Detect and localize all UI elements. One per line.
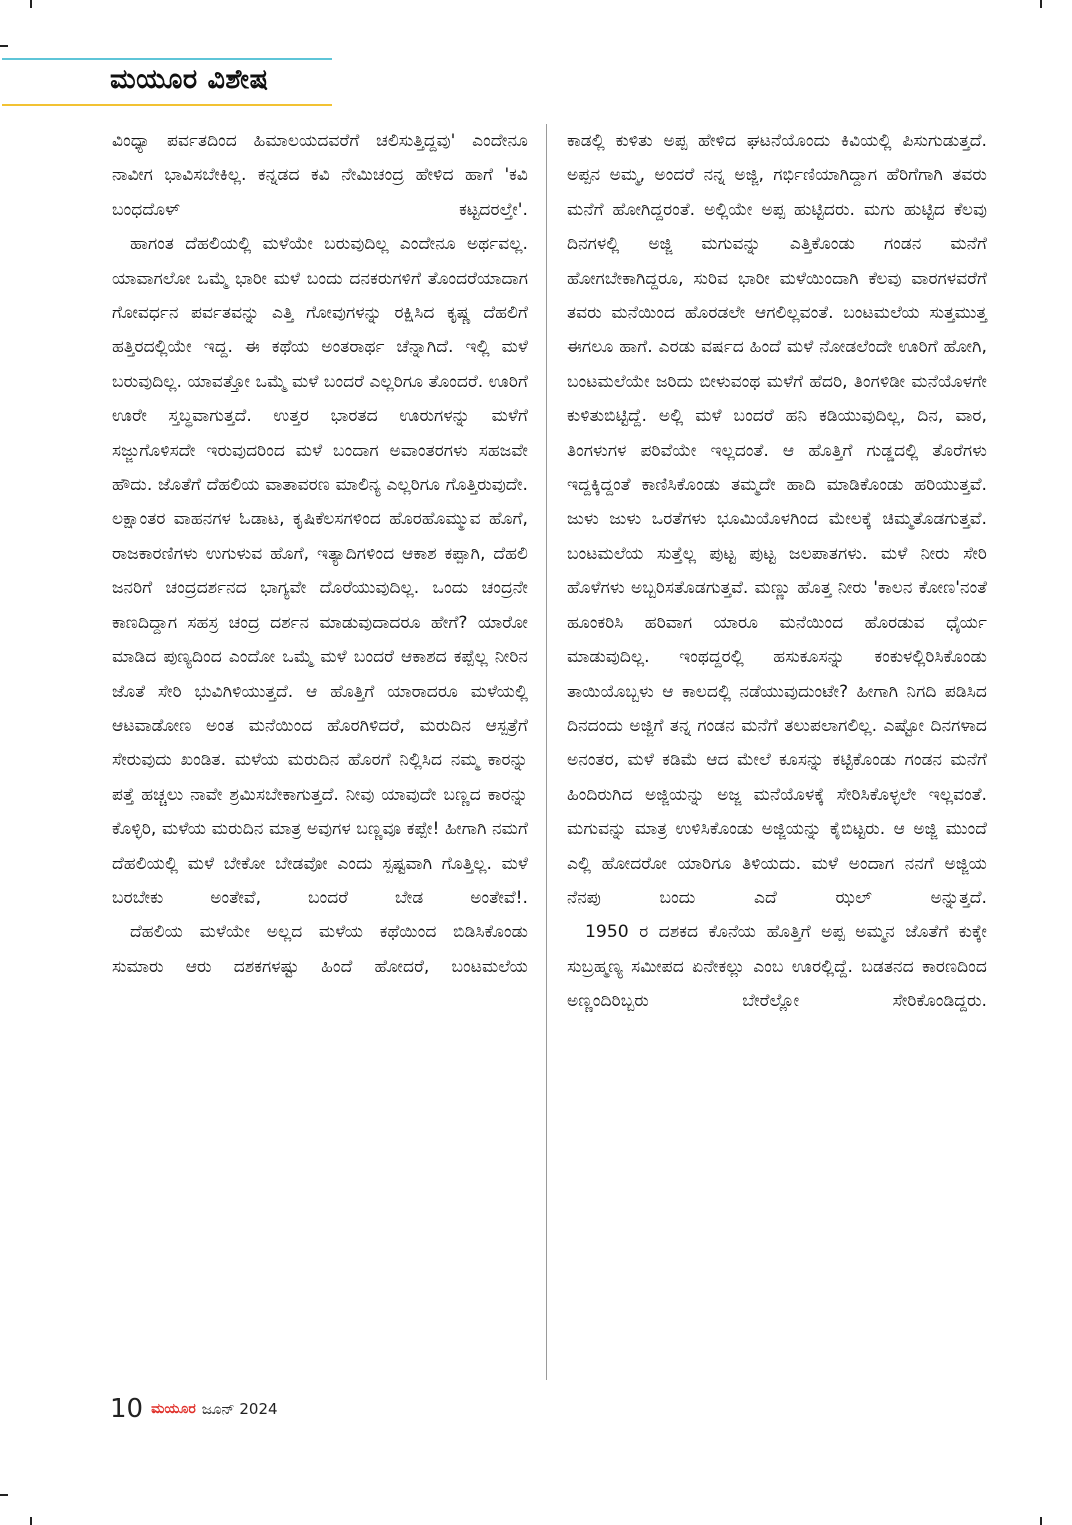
article-column-right: [567, 124, 987, 1019]
column-divider: [546, 124, 547, 1380]
section-title: ಮಯೂರ ವಿಶೇಷ: [110, 64, 269, 95]
paragraph: 1950 ರ ದಶಕದ ಕೊನೆಯ ಹೊತ್ತಿಗೆ ಅಪ್ಪ ಅಮ್ಮನ ಜೊತೆಗೆ ಕುಕ್ಕೇ ಸುಬ್ರಹ್ಮಣ್ಯ ಸಮೀಪದ ಏನೇಕಲ್ಲು ಎಂಬ ಊರಲ್ಲಿದ್ದೆ. ಬಡತನದ ಕಾರಣದಿಂದ ಅಣ್ಣಂದಿರಿಬ್ಬರು ಬೇರೆಲ್ಲೋ ಸೇರಿಕೊಂಡಿದ್ದರು.: [567, 922, 987, 1012]
crop-mark: [1040, 0, 1042, 8]
crop-mark: [1040, 1517, 1042, 1525]
paragraph: ಹಾಗಂತ ದೆಹಲಿಯಲ್ಲಿ ಮಳೆಯೇ ಬರುವುದಿಲ್ಲ ಎಂದೇನೂ ಅರ್ಥವಲ್ಲ. ಯಾವಾಗಲೋ ಒಮ್ಮೆ ಭಾರೀ ಮಳೆ ಬಂದು ದನಕರುಗಳಿಗೆ ತೊಂದರೆಯಾದಾಗ ಗೋವರ್ಧನ ಪರ್ವತವನ್ನು ಎತ್ತಿ ಗೋವುಗಳನ್ನು ರಕ್ಷಿಸಿದ ಕೃಷ್ಣ ದೆಹಲಿಗೆ ಹತ್ತಿರದಲ್ಲಿಯೇ ಇದ್ದ. ಈ ಕಥೆಯ ಅಂತರಾರ್ಥ ಚೆನ್ನಾಗಿದೆ. ಇಲ್ಲಿ ಮಳೆ ಬರುವುದಿಲ್ಲ. ಯಾವತ್ತೋ ಒಮ್ಮೆ ಮಳೆ ಬಂದರೆ ಎಲ್ಲರಿಗೂ ತೊಂದರೆ. ಊರಿಗೆ ಊರೇ ಸ್ತಬ್ಧವಾಗುತ್ತದೆ. ಉತ್ತರ ಭಾರತದ ಊರುಗಳನ್ನು ಮಳೆಗೆ ಸಜ್ಜುಗೊಳಿಸದೇ ಇರುವುದರಿಂದ ಮಳೆ ಬಂದಾಗ ಅವಾಂತರಗಳು ಸಹಜವೇ ಹೌದು. ಜೊತೆಗೆ ದೆಹಲಿಯ ವಾತಾವರಣ ಮಾಲಿನ್ಯ ಎಲ್ಲರಿಗೂ ಗೊತ್ತಿರುವುದೇ. ಲಕ್ಷಾಂತರ ವಾಹನಗಳ ಓಡಾಟ, ಕೃಷಿಕೆಲಸಗಳಿಂದ ಹೊರಹೊಮ್ಮುವ ಹೊಗೆ, ರಾಜಕಾರಣಿಗಳು ಉಗುಳುವ ಹೊಗೆ, ಇತ್ಯಾದಿಗಳಿಂದ ಆಕಾಶ ಕಪ್ಪಾಗಿ, ದೆಹಲಿ ಜನರಿಗೆ ಚಂದ್ರದರ್ಶನದ ಭಾಗ್ಯವೇ ದೊರೆಯುವುದಿಲ್ಲ. ಒಂದು ಚಂದ್ರನೇ ಕಾಣದಿದ್ದಾಗ ಸಹಸ್ರ ಚಂದ್ರ ದರ್ಶನ ಮಾಡುವುದಾದರೂ ಹೇಗೆ? ಯಾರೋ ಮಾಡಿದ ಪುಣ್ಯದಿಂದ ಎಂದೋ ಒಮ್ಮೆ ಮಳೆ ಬಂದರೆ ಆಕಾಶದ ಕಪ್ಪೆಲ್ಲ ನೀರಿನ ಜೊತೆ ಸೇರಿ ಭುವಿಗಿಳಿಯುತ್ತದೆ. ಆ ಹೊತ್ತಿಗೆ ಯಾರಾದರೂ ಮಳೆಯಲ್ಲಿ ಆಟವಾಡೋಣ ಅಂತ ಮನೆಯಿಂದ ಹೊರಗಿಳಿದರೆ, ಮರುದಿನ ಆಸ್ಪತ್ರೆಗೆ ಸೇರುವುದು ಖಂಡಿತ. ಮಳೆಯ ಮರುದಿನ ಹೊರಗೆ ನಿಲ್ಲಿಸಿದ ನಮ್ಮ ಕಾರನ್ನು ಪತ್ತೆ ಹಚ್ಚಲು ನಾವೇ ಶ್ರಮಿಸಬೇಕಾಗುತ್ತದೆ. ನೀವು ಯಾವುದೇ ಬಣ್ಣದ ಕಾರನ್ನು ಕೊಳ್ಳಿರಿ, ಮಳೆಯ ಮರುದಿನ ಮಾತ್ರ ಅವುಗಳ ಬಣ್ಣವೂ ಕಪ್ಪೇ! ಹೀಗಾಗಿ ನಮಗೆ ದೆಹಲಿಯಲ್ಲಿ ಮಳೆ ಬೇಕೋ ಬೇಡವೋ ಎಂದು ಸ್ಪಷ್ಟವಾಗಿ ಗೊತ್ತಿಲ್ಲ. ಮಳೆ ಬರಬೇಕು ಅಂತೇವೆ, ಬಂದರೆ ಬೇಡ ಅಂತೇವೆ!.: [112, 234, 528, 908]
issue-date: ಜೂನ್ 2024: [201, 1400, 278, 1418]
paragraph: ದೆಹಲಿಯ ಮಳೆಯೇ ಅಲ್ಲದ ಮಳೆಯ ಕಥೆಯಿಂದ ಬಿಡಿಸಿಕೊಂಡು ಸುಮಾರು ಆರು ದಶಕಗಳಷ್ಟು ಹಿಂದೆ ಹೋದರೆ, ಬಂಟಮಲೆಯ: [112, 922, 528, 977]
header-rule-bottom: [2, 104, 332, 106]
section-header: [2, 58, 332, 108]
magazine-logo: ಮಯೂರ: [151, 1401, 196, 1417]
article-column-left: [112, 124, 528, 984]
paragraph: ವಿಂಧ್ಯಾ ಪರ್ವತದಿಂದ ಹಿಮಾಲಯದವರೆಗೆ ಚಲಿಸುತ್ತಿದ್ದವು' ಎಂದೇನೂ ನಾವೀಗ ಭಾವಿಸಬೇಕಿಲ್ಲ. ಕನ್ನಡದ ಕವಿ ನೇಮಿಚಂದ್ರ ಹೇಳಿದ ಹಾಗೆ 'ಕವಿ ಬಂಧದೊಳ್ ಕಟ್ಟದರಲ್ತೇ'.: [112, 131, 528, 220]
page-number: 10: [110, 1394, 144, 1424]
crop-mark: [0, 1494, 8, 1496]
paragraph: ಕಾಡಲ್ಲಿ ಕುಳಿತು ಅಪ್ಪ ಹೇಳಿದ ಘಟನೆಯೊಂದು ಕಿವಿಯಲ್ಲಿ ಪಿಸುಗುಡುತ್ತದೆ. ಅಪ್ಪನ ಅಮ್ಮ, ಅಂದರೆ ನನ್ನ ಅಜ್ಜಿ, ಗರ್ಭಿಣಿಯಾಗಿದ್ದಾಗ ಹೆರಿಗೆಗಾಗಿ ತವರು ಮನೆಗೆ ಹೋಗಿದ್ದರಂತೆ. ಅಲ್ಲಿಯೇ ಅಪ್ಪ ಹುಟ್ಟಿದರು. ಮಗು ಹುಟ್ಟಿದ ಕೆಲವು ದಿನಗಳಲ್ಲಿ ಅಜ್ಜಿ ಮಗುವನ್ನು ಎತ್ತಿಕೊಂಡು ಗಂಡನ ಮನೆಗೆ ಹೋಗಬೇಕಾಗಿದ್ದರೂ, ಸುರಿವ ಭಾರೀ ಮಳೆಯಿಂದಾಗಿ ಕೆಲವು ವಾರಗಳವರೆಗೆ ತವರು ಮನೆಯಿಂದ ಹೊರಡಲೇ ಆಗಲಿಲ್ಲವಂತೆ. ಬಂಟಮಲೆಯ ಸುತ್ತಮುತ್ತ ಈಗಲೂ ಹಾಗೆ. ಎರಡು ವರ್ಷದ ಹಿಂದೆ ಮಳೆ ನೋಡಲೆಂದೇ ಊರಿಗೆ ಹೋಗಿ, ಬಂಟಮಲೆಯೇ ಜರಿದು ಬೀಳುವಂಥ ಮಳೆಗೆ ಹೆದರಿ, ತಿಂಗಳಿಡೀ ಮನೆಯೊಳಗೇ ಕುಳಿತುಬಿಟ್ಟಿದ್ದೆ. ಅಲ್ಲಿ ಮಳೆ ಬಂದರೆ ಹನಿ ಕಡಿಯುವುದಿಲ್ಲ, ದಿನ, ವಾರ, ತಿಂಗಳುಗಳ ಪರಿವೆಯೇ ಇಲ್ಲದಂತೆ. ಆ ಹೊತ್ತಿಗೆ ಗುಡ್ಡದಲ್ಲಿ ತೊರೆಗಳು ಇದ್ದಕ್ಕಿದ್ದಂತೆ ಕಾಣಿಸಿಕೊಂಡು ತಮ್ಮದೇ ಹಾದಿ ಮಾಡಿಕೊಂಡು ಹರಿಯುತ್ತವೆ. ಜುಳು ಜುಳು ಒರತೆಗಳು ಭೂಮಿಯೊಳಗಿಂದ ಮೇಲಕ್ಕೆ ಚಿಮ್ಮತೊಡಗುತ್ತವೆ. ಬಂಟಮಲೆಯ ಸುತ್ತೆಲ್ಲ ಪುಟ್ಟ ಪುಟ್ಟ ಜಲಪಾತಗಳು. ಮಳೆ ನೀರು ಸೇರಿ ಹೊಳೆಗಳು ಅಬ್ಬರಿಸತೊಡಗುತ್ತವೆ. ಮಣ್ಣು ಹೊತ್ತ ನೀರು 'ಕಾಲನ ಕೋಣ'ನಂತೆ ಹೂಂಕರಿಸಿ ಹರಿವಾಗ ಯಾರೂ ಮನೆಯಿಂದ ಹೊರಡುವ ಧೈರ್ಯ ಮಾಡುವುದಿಲ್ಲ. ಇಂಥದ್ದರಲ್ಲಿ ಹಸುಕೂಸನ್ನು ಕಂಕುಳಲ್ಲಿರಿಸಿಕೊಂಡು ತಾಯಿಯೊಬ್ಬಳು ಆ ಕಾಲದಲ್ಲಿ ನಡೆಯುವುದುಂಟೇ? ಹೀಗಾಗಿ ನಿಗದಿ ಪಡಿಸಿದ ದಿನದಂದು ಅಜ್ಜಿಗೆ ತನ್ನ ಗಂಡನ ಮನೆಗೆ ತಲುಪಲಾಗಲಿಲ್ಲ. ಎಷ್ಟೋ ದಿನಗಳಾದ ಅನಂತರ, ಮಳೆ ಕಡಿಮೆ ಆದ ಮೇಲೆ ಕೂಸನ್ನು ಕಟ್ಟಿಕೊಂಡು ಗಂಡನ ಮನೆಗೆ ಹಿಂದಿರುಗಿದ ಅಜ್ಜಿಯನ್ನು ಅಜ್ಜ ಮನೆಯೊಳಕ್ಕೆ ಸೇರಿಸಿಕೊಳ್ಳಲೇ ಇಲ್ಲವಂತೆ. ಮಗುವನ್ನು ಮಾತ್ರ ಉಳಿಸಿಕೊಂಡು ಅಜ್ಜಿಯನ್ನು ಕೈಬಿಟ್ಟರು. ಆ ಅಜ್ಜಿ ಮುಂದೆ ಎಲ್ಲಿ ಹೋದರೋ ಯಾರಿಗೂ ತಿಳಿಯದು. ಮಳೆ ಅಂದಾಗ ನನಗೆ ಅಜ್ಜಿಯ ನೆನಪು ಬಂದು ಎದೆ ಝಲ್ ಅನ್ನುತ್ತದೆ.: [567, 131, 987, 908]
crop-mark: [30, 1517, 32, 1525]
header-rule-top: [2, 58, 332, 60]
page-footer: [110, 1394, 278, 1428]
crop-mark: [0, 45, 8, 47]
crop-mark: [30, 0, 32, 8]
